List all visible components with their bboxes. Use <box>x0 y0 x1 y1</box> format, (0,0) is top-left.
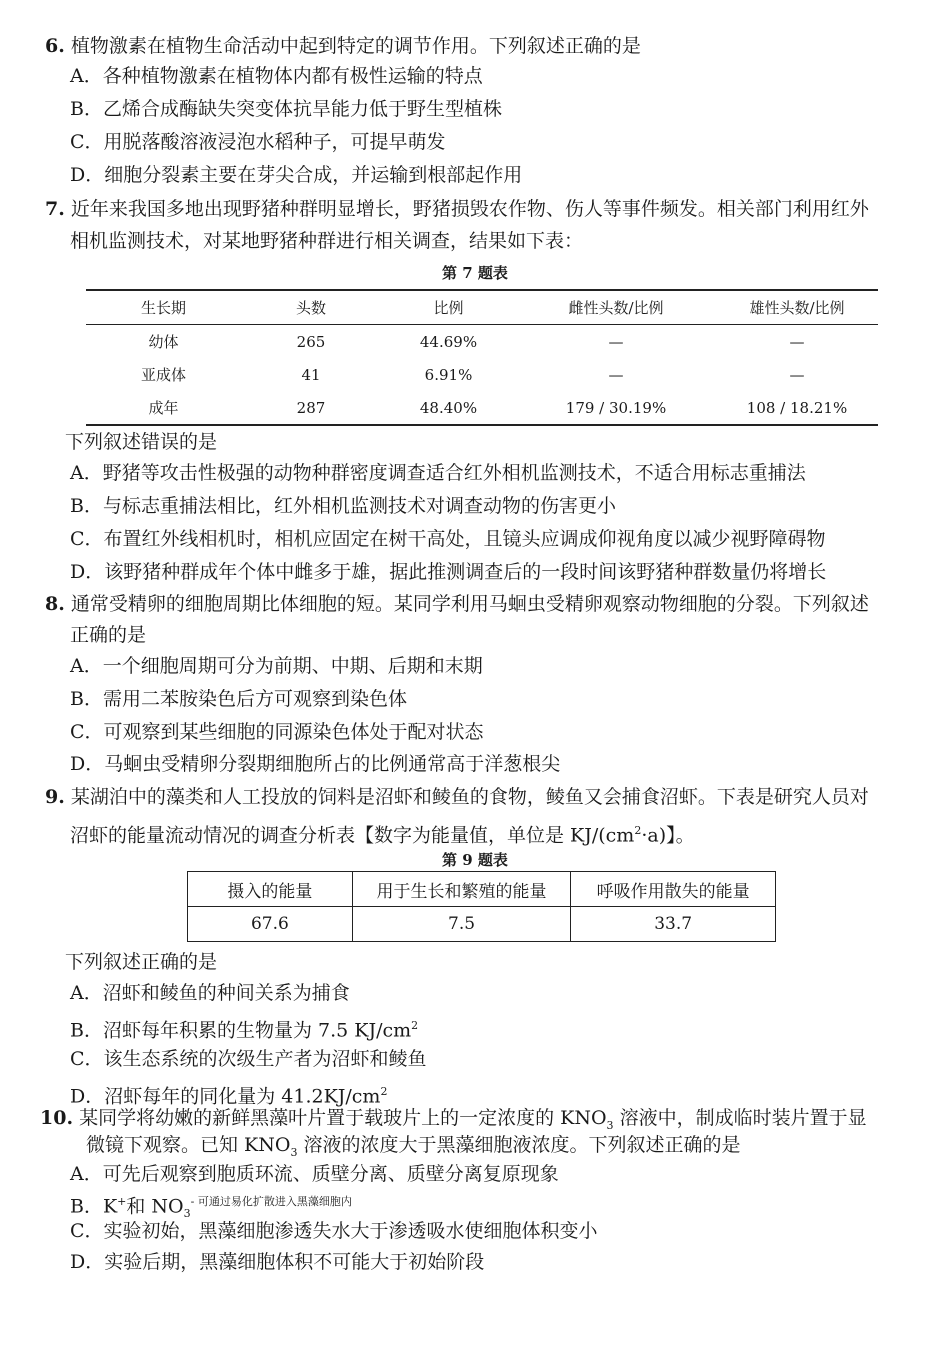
text-line <box>70 163 522 187</box>
line-text: D．实验后期，黑藻细胞体积不可能大于初始阶段 <box>70 1251 485 1273</box>
line-text: 某湖泊中的藻类和人工投放的饲料是沼虾和鲮鱼的食物，鲮鱼又会捕食沼虾。下表是研究人员对 <box>70 786 869 808</box>
line-text: A．一个细胞周期可分为前期、中期、后期和末期 <box>70 655 483 677</box>
table-cell: — <box>789 332 805 351</box>
q10-question-line-2: 微镜下观察。已知 $KNO_3$ 溶液的浓度大于黑藻细胞液浓度。下列叙述正确的是 <box>86 1134 741 1159</box>
table9-header-intake: 摄入的能量 <box>188 872 353 907</box>
table7 <box>86 289 878 426</box>
table-cell: 108 / 18.21% <box>746 398 848 417</box>
question-number: 9. <box>45 786 65 808</box>
text-line <box>70 687 407 711</box>
q10-option-b: B．K+和 $NO_3^{- 可通过易化扩散进入黑藻细胞内}$ <box>70 1195 352 1221</box>
text-line <box>70 97 502 121</box>
text-line <box>70 461 806 485</box>
q9-question-line-2: 沼虾的能量流动情况的调查分析表【数字为能量值，单位是 $KJ/(cm^2\cdot a)$】。 <box>70 824 695 847</box>
question-number: 7. <box>45 198 65 220</box>
table-cell: 67.6 <box>188 907 353 942</box>
table9-caption: 第 9 题表 <box>442 851 508 869</box>
text-line <box>70 494 616 518</box>
line-text: B．需用二苯胺染色后方可观察到染色体 <box>70 688 407 710</box>
text-line <box>70 229 583 253</box>
line-text: C．可观察到某些细胞的同源染色体处于配对状态 <box>70 721 484 743</box>
table7-caption: 第 7 题表 <box>442 264 508 282</box>
table7-header-stage: 生长期 <box>140 299 186 317</box>
text-line <box>70 752 560 776</box>
text-line <box>70 64 483 88</box>
text-line <box>65 950 217 974</box>
line-text: C．该生态系统的次级生产者为沼虾和鲮鱼 <box>70 1048 427 1070</box>
text-line <box>70 130 446 154</box>
line-text: C．实验初始，黑藻细胞渗透失水大于渗透吸水使细胞体积变小 <box>70 1220 598 1242</box>
line-text: 相机监测技术，对某地野猪种群进行相关调查，结果如下表： <box>70 230 584 252</box>
table-cell: 33.7 <box>571 907 776 942</box>
text-line <box>45 785 869 809</box>
table-cell: 成年 <box>148 399 179 417</box>
line-text: 近年来我国多地出现野猪种群明显增长，野猪损毁农作物、伤人等事件频发。相关部门利用红外 <box>70 198 869 220</box>
line-text: A．可先后观察到胞质环流、质壁分离、质壁分离复原现象 <box>70 1163 559 1185</box>
line-text: 下列叙述正确的是 <box>65 951 218 973</box>
question-number: 6. <box>45 35 65 57</box>
text-line <box>65 430 217 454</box>
question-number: 8. <box>45 593 65 615</box>
table-cell: 41 <box>301 365 321 384</box>
table7-header-count: 头数 <box>295 299 326 317</box>
text-line <box>70 720 484 744</box>
table9-header-row <box>188 872 776 907</box>
table-cell: 287 <box>296 398 326 417</box>
table-cell: 6.91% <box>424 365 473 384</box>
table9-header-growth: 用于生长和繁殖的能量 <box>352 872 571 907</box>
q9-option-b: B．沼虾每年积累的生物量为 7.5 $KJ/cm^2$ <box>70 1019 419 1042</box>
table7-header-male: 雄性头数/比例 <box>749 299 845 317</box>
table-cell: — <box>789 365 805 384</box>
q10-question-line-1: 10. 某同学将幼嫩的新鲜黑藻叶片置于载玻片上的一定浓度的 $KNO_3$ 溶液中，制成临时装片置于显 <box>40 1107 867 1132</box>
table-row <box>86 391 878 425</box>
text-line <box>70 623 146 647</box>
table-cell: — <box>608 365 624 384</box>
line-text: 下列叙述错误的是 <box>65 431 218 453</box>
text-line <box>45 34 641 58</box>
line-text: 通常受精卵的细胞周期比体细胞的短。某同学利用马蛔虫受精卵观察动物细胞的分裂。下列叙述 <box>70 593 869 615</box>
table-cell: 7.5 <box>352 907 571 942</box>
table9-header-respiration: 呼吸作用散失的能量 <box>571 872 776 907</box>
table-cell: 亚成体 <box>140 366 186 384</box>
text-line <box>70 654 483 678</box>
text-line <box>70 527 826 551</box>
line-text: 植物激素在植物生命活动中起到特定的调节作用。下列叙述正确的是 <box>70 35 641 57</box>
text-line <box>45 197 869 221</box>
line-text: A．各种植物激素在植物体内都有极性运输的特点 <box>70 65 483 87</box>
table-cell: 265 <box>296 332 326 351</box>
table-row <box>86 325 878 359</box>
line-text: D．马蛔虫受精卵分裂期细胞所占的比例通常高于洋葱根尖 <box>70 753 561 775</box>
table7-header-ratio: 比例 <box>433 299 464 317</box>
text-line <box>70 1250 484 1274</box>
line-text: B．与标志重捕法相比，红外相机监测技术对调查动物的伤害更小 <box>70 495 616 517</box>
table7-header-female: 雌性头数/比例 <box>568 299 664 317</box>
table-cell: 48.40% <box>419 398 478 417</box>
line-text: 正确的是 <box>70 624 147 646</box>
table7-header-row <box>86 290 878 325</box>
text-line <box>45 592 869 616</box>
line-text: D．细胞分裂素主要在芽尖合成，并运输到根部起作用 <box>70 164 523 186</box>
line-text: C．布置红外线相机时，相机应固定在树干高处，且镜头应调成仰视角度以减少视野障碍物 <box>70 528 826 550</box>
line-text: D．该野猪种群成年个体中雌多于雄，据此推测调查后的一段时间该野猪种群数量仍将增长 <box>70 561 827 583</box>
table-cell: — <box>608 332 624 351</box>
text-line <box>70 1162 559 1186</box>
table-row <box>86 358 878 391</box>
text-line <box>70 1047 427 1071</box>
text-line <box>70 981 350 1005</box>
table-cell: 幼体 <box>148 333 179 351</box>
line-text: C．用脱落酸溶液浸泡水稻种子，可提早萌发 <box>70 131 446 153</box>
text-line <box>70 560 826 584</box>
q9-option-d: D．沼虾每年的同化量为 $41.2KJ/cm^2$ <box>70 1085 388 1108</box>
table-row <box>188 907 776 942</box>
table9 <box>187 871 776 942</box>
table-cell: 44.69% <box>419 332 478 351</box>
line-text: A．野猪等攻击性极强的动物种群密度调查适合红外相机监测技术，不适合用标志重捕法 <box>70 462 806 484</box>
line-text: B．乙烯合成酶缺失突变体抗旱能力低于野生型植株 <box>70 98 502 120</box>
table-cell: 179 / 30.19% <box>565 398 667 417</box>
line-text: A．沼虾和鲮鱼的种间关系为捕食 <box>70 982 350 1004</box>
